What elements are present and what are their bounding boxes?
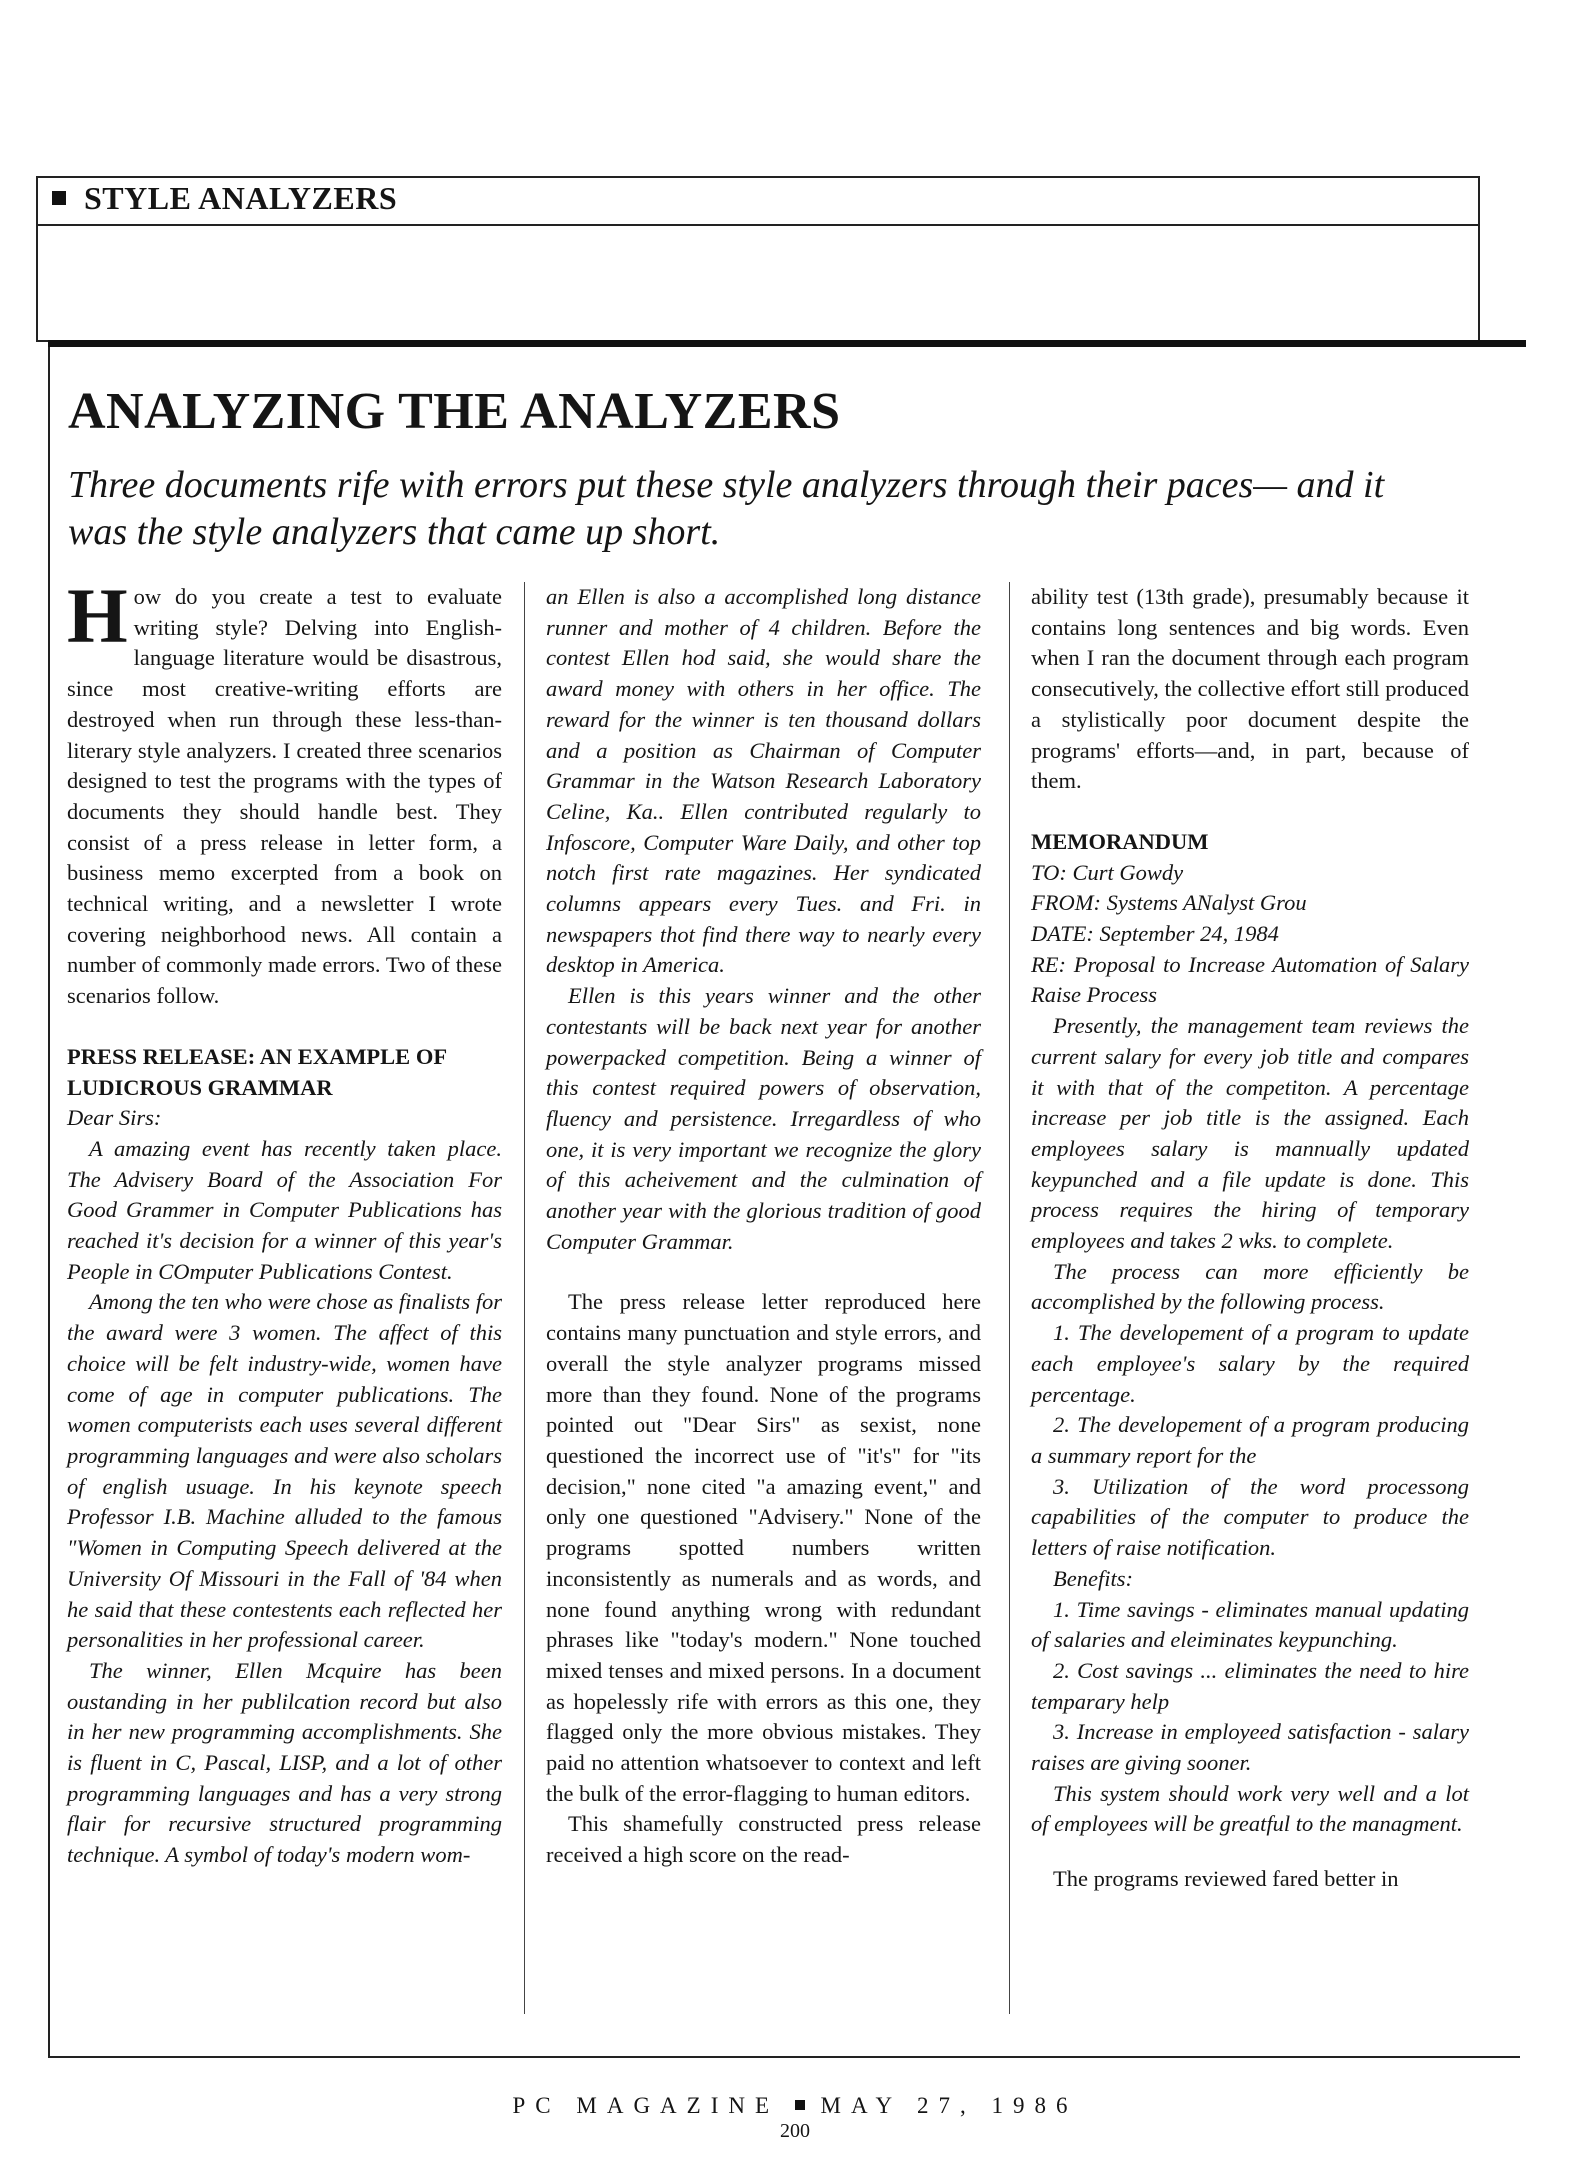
memo-list-item: 3. Increase in employeed satisfaction - salary raises are giving sooner. [1031,1719,1469,1776]
footer-square-icon [795,2100,805,2110]
memo-paragraph: Presently, the management team reviews the current salary for every job title and compares it with that of the competiton. A percentage increase per job title is the assigned. Each employees salary is mannually updated keypunched and a file update is done. This process requires the hiring of temporary employees and takes 2 wks. to complete. [1031,1013,1469,1254]
page-footer [0,2093,1590,2119]
memo-list-item: 1. Time savings - eliminates manual updating of salaries and eleiminates keypunching. [1031,1596,1469,1653]
press-release-paragraph: Among the ten who were chose as finalists for the award were 3 women. The affect of this choice will be felt industry-wide, women have come of age in computer publications. The women computerists each uses several different programming languages and were also scholars of english usuage. In his keynote speech Professor I.B. Machine alluded to the famous "Women in Computing Speech delivered at the University Of Missouri in the Fall of '84 when he said that these contestents each reflected her personalities in her professional career. [67,1289,502,1653]
memo-list-item: 3. Utilization of the word processong capabilities of the computer to produce the letters of raise notification. [1031,1473,1469,1561]
column-2 [546,582,981,1871]
column-rule-2 [1009,582,1010,2014]
memorandum-heading: MEMORANDUM [1031,828,1209,854]
footer-date: MAY 27, 1986 [820,2093,1078,2118]
press-release-heading: PRESS RELEASE: AN EXAMPLE OF LUDICROUS GRAMMAR [67,1043,447,1100]
section-label-text: STYLE ANALYZERS [84,180,398,216]
body-paragraph: This shamefully constructed press release received a high score on the read- [546,1811,981,1868]
memo-list-item: 2. Cost savings ... eliminates the need to hire temparary help [1031,1657,1469,1714]
memo-paragraph: This system should work very well and a lot of employees will be greatful to the managment. [1031,1780,1469,1837]
column-1 [67,572,502,1871]
drop-cap: H [67,572,128,659]
memo-list-item: 1. The developement of a program to update each employee's salary by the required percentage. [1031,1320,1469,1407]
article-deck: Three documents rife with errors put these style analyzers through their paces— and it was the style analyzers that came up short. [68,464,1385,553]
memo-benefits-label: Benefits: [1053,1565,1133,1591]
body-paragraph: ability test (13th grade), presumably because it contains long sentences and big words. Even when I ran the document through each program consecutively, the collective effort still produced a stylistically poor document despite the programs' efforts—and, in part, because of them. [1031,584,1469,794]
memo-date: DATE: September 24, 1984 [1031,921,1279,947]
body-paragraph: The press release letter reproduced here contains many punctuation and style errors, and overall the style analyzer programs missed more than they found. None of the programs pointed out "Dear Sirs" as sexist, none questioned the incorrect use of "it's" for "its decision," none cited "a amazing event," and only one questioned "Advisery." None of the programs spotted numbers written inconsistently as numerals and as words, and none found anything wrong with redundant phrases like "today's modern." None touched mixed tenses and mixed persons. In a document as hopelessly rife with errors as this one, they flagged only the more obvious mistakes. They paid no attention whatsoever to context and left the bulk of the error-flagging to human editors. [546,1289,981,1806]
press-release-paragraph: Ellen is this years winner and the other contestants will be back next year for another powerpacked competition. Being a winner of this contest required powers of observation, fluency and persistence. Irregardless of who one, it is very important we recognize the glory of this acheivement and the culmination of another year with the glorious tradition of good Computer Grammar. [546,983,981,1254]
article-title: ANALYZING THE ANALYZERS [68,383,841,440]
column-3 [1031,582,1469,1895]
article-top-rule [48,340,1526,347]
memo-to: TO: Curt Gowdy [1031,859,1184,885]
press-release-paragraph: The winner, Ellen Mcquire has been oustanding in her publilcation record but also in her new programming accomplishments. She is fluent in C, Pascal, LISP, and a lot of other programming languages and has a very strong flair for recursive structured programming technique. A symbol of today's modern wom- [67,1657,502,1868]
press-release-paragraph: an Ellen is also a accomplished long distance runner and mother of 4 children. Before the contest Ellen hod said, she would share the award money with others in her office. The reward for the winner is ten thousand dollars and a position as Chairman of Computer Grammar in the Watson Research Laboratory Celine, Ka.. Ellen contributed regularly to Infoscore, Computer Ware Daily, and other top notch first rate magazines. Her syndicated columns appears every Tues. and Fri. in newspapers thot find there way to nearly every desktop in America. [546,584,981,978]
intro-paragraph [67,572,502,1012]
footer-magazine: PC MAGAZINE [512,2093,780,2118]
memo-list-item: 2. The developement of a program producing a summary report for the [1031,1412,1469,1468]
salutation: Dear Sirs: [67,1105,162,1131]
press-release-paragraph: A amazing event has recently taken place. The Advisery Board of the Association For Good Grammer in Computer Publications has reached it's decision for a winner of this year's People in COmputer Publications Contest. [67,1135,502,1284]
page-number: 200 [780,2120,810,2142]
memo-re: RE: Proposal to Increase Automation of Salary Raise Process [1031,951,1469,1008]
memo-from: FROM: Systems ANalyst Grou [1031,890,1307,916]
section-header-divider [36,224,1480,226]
intro-text: ow do you create a test to evaluate writing style? Delving into English-language literature would be disastrous, since most creative-writing efforts are destroyed when run through these less-than-literary style analyzers. I created three scenarios designed to test the programs with the types of documents they should handle best. They consist of a press release in letter form, a business memo excerpted from a book on technical writing, and a newsletter I wrote covering neighborhood news. All contain a number of commonly made errors. Two of these scenarios follow. [67,584,502,1009]
memo-paragraph: The process can more efficiently be accomplished by the following process. [1031,1258,1469,1315]
body-paragraph: The programs reviewed fared better in [1053,1866,1399,1892]
column-rule-1 [524,582,525,2014]
section-label [52,180,397,217]
bullet-square-icon [52,191,66,205]
